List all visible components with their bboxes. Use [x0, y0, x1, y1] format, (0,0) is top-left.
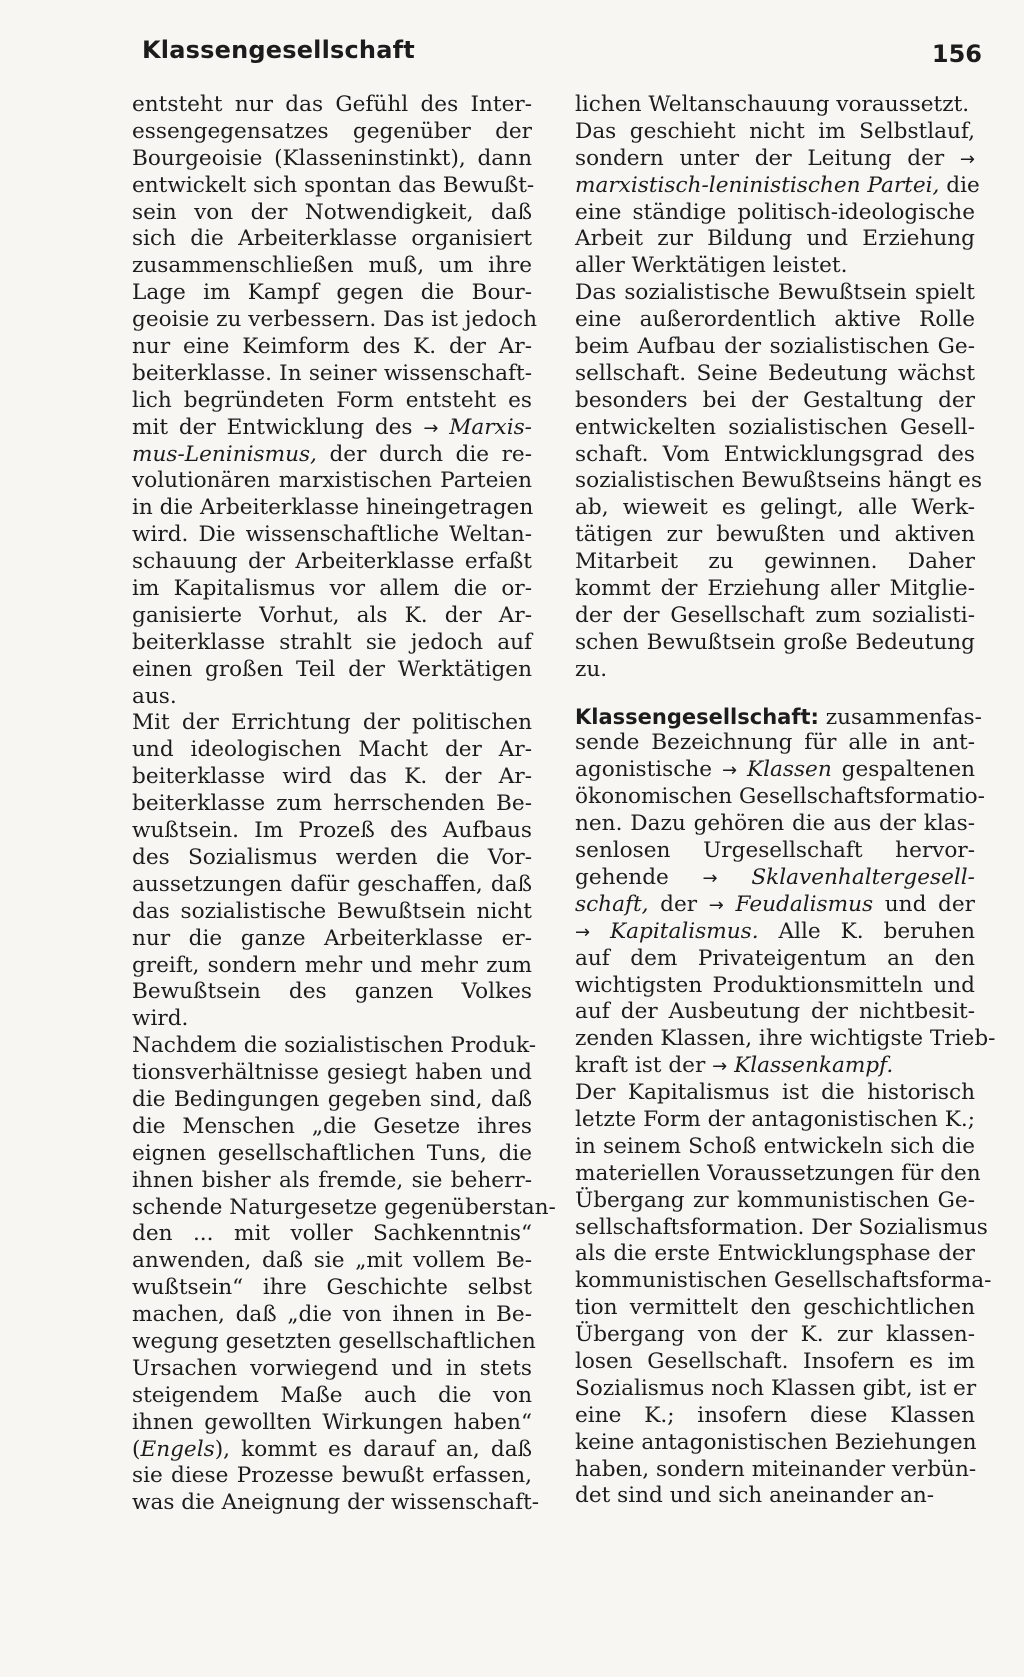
- text-line: [575, 522, 975, 549]
- text-segment: nur eine Keimform des K. der Ar-: [132, 334, 532, 360]
- text-line: [132, 280, 532, 307]
- text-line: [575, 1457, 975, 1484]
- text-segment: ökonomischen Gesellschaftsformatio-: [575, 784, 985, 810]
- text-line: [132, 361, 532, 388]
- text-line: [132, 1383, 532, 1410]
- text-segment: kommt der Erziehung aller Mitglie-: [575, 576, 975, 602]
- text-segment: aussetzungen dafür geschaffen, daß: [132, 871, 532, 897]
- text-segment: tion vermittelt den geschichtlichen: [575, 1295, 975, 1321]
- text-line: [132, 1356, 532, 1383]
- text-segment: [590, 919, 610, 944]
- text-segment: ab, wieweit es gelingt, alle Werk-: [575, 495, 975, 521]
- text-segment: wichtigsten Produktionsmitteln und: [575, 972, 975, 998]
- text-line: [575, 630, 975, 657]
- text-segment: [737, 757, 747, 782]
- text-line: [132, 92, 532, 119]
- text-segment: materiellen Voraussetzungen für den: [575, 1160, 981, 1186]
- text-segment: zenden Klassen, ihre wichtigste Trieb-: [575, 1026, 996, 1052]
- text-line: [132, 119, 532, 146]
- text-segment: in seinem Schoß entwickeln sich die: [575, 1133, 975, 1159]
- text-segment: schauung der Arbeiterklasse erfaßt: [132, 549, 532, 575]
- text-segment: nur die ganze Arbeiterklasse er-: [132, 925, 532, 951]
- text-line: [132, 979, 532, 1006]
- text-segment: keine antagonistischen Beziehungen: [575, 1429, 977, 1455]
- text-line: [132, 1275, 532, 1302]
- text-line: [132, 1087, 532, 1114]
- text-segment: der: [648, 891, 709, 917]
- text-line: [575, 946, 975, 973]
- text-line: [132, 953, 532, 980]
- text-segment: beiterklasse wird das K. der Ar-: [132, 764, 532, 790]
- text-line: [132, 442, 532, 469]
- cross-reference-term: Kapitalismus.: [610, 918, 759, 944]
- text-line: [575, 1349, 975, 1376]
- text-line: [575, 1107, 975, 1134]
- text-segment: mit der Entwicklung des: [132, 414, 424, 440]
- text-line: [132, 926, 532, 953]
- cross-reference-term: Klassen: [746, 757, 832, 783]
- text-segment: sellschaft. Seine Bedeutung wächst: [575, 360, 975, 386]
- text-line: [132, 146, 532, 173]
- cross-reference-arrow-icon: →: [575, 921, 591, 943]
- text-line: [575, 468, 983, 495]
- text-segment: sie diese Prozesse bewußt erfassen,: [132, 1463, 532, 1489]
- text-segment: die: [939, 172, 980, 198]
- text-line: [575, 757, 975, 784]
- text-line: [575, 172, 980, 200]
- text-segment: besonders bei der Gestaltung der: [575, 387, 975, 413]
- text-line: [575, 730, 975, 757]
- text-line: [575, 361, 975, 388]
- text-segment: eine ständige politisch-ideologische: [575, 199, 975, 225]
- cross-reference-term: Feudalismus: [735, 891, 874, 917]
- text-line: [575, 1403, 975, 1430]
- text-segment: nen. Dazu gehören die aus der klas-: [575, 811, 975, 837]
- text-segment: das sozialistische Bewußtsein nicht: [132, 898, 532, 924]
- text-segment: haben, sondern miteinander verbün-: [575, 1456, 977, 1482]
- text-segment: kommunistischen Gesellschaftsforma-: [575, 1268, 992, 1294]
- text-line: [132, 1437, 532, 1464]
- text-segment: machen, daß „die von ihnen in Be-: [132, 1302, 532, 1328]
- text-line: [575, 200, 975, 227]
- text-segment: als die erste Entwicklungsphase der: [575, 1241, 975, 1267]
- text-line: [575, 388, 975, 415]
- text-line: [575, 1241, 975, 1268]
- cross-reference-arrow-icon: →: [702, 867, 718, 889]
- text-line: [132, 1463, 532, 1490]
- cross-reference-term: Engels: [140, 1436, 215, 1462]
- right-column: [575, 92, 996, 1510]
- text-line: [132, 845, 532, 872]
- text-line: [575, 704, 982, 731]
- text-segment: zusammenfas-: [818, 704, 982, 730]
- text-line: [132, 1221, 532, 1248]
- text-line: [575, 549, 975, 576]
- text-line: [132, 1328, 536, 1356]
- text-segment: Übergang von der K. zur klassen-: [575, 1322, 975, 1348]
- text-segment: und ideologischen Macht der Ar-: [132, 737, 532, 763]
- text-line: [132, 1141, 532, 1168]
- text-line: [132, 1194, 556, 1222]
- text-line: [575, 838, 975, 865]
- text-segment: ihnen gewollten Wirkungen haben“: [132, 1409, 532, 1435]
- text-segment: und der: [873, 891, 975, 917]
- text-line: [132, 172, 535, 200]
- text-segment: losen Gesellschaft. Insofern es im: [575, 1348, 975, 1374]
- text-segment: [724, 892, 736, 917]
- text-segment: beiterklasse. In seiner wissenschaft-: [132, 360, 532, 386]
- text-segment: letzte Form der antagonistischen K.;: [575, 1106, 975, 1132]
- text-segment: [438, 415, 449, 440]
- text-line: [132, 468, 532, 495]
- text-line: [132, 1248, 532, 1275]
- text-segment: aller Werktätigen leistet.: [575, 253, 848, 279]
- text-segment: Mit der Errichtung der politischen: [132, 710, 532, 736]
- text-line: [575, 146, 975, 173]
- text-line: [132, 791, 532, 818]
- text-line: [132, 415, 532, 442]
- cross-reference-arrow-icon: →: [423, 417, 439, 439]
- text-line: [575, 1214, 988, 1242]
- text-line: [575, 784, 985, 811]
- text-segment: beim Aufbau der sozialistischen Ge-: [575, 334, 975, 360]
- text-line: [575, 1026, 996, 1053]
- text-segment: Das sozialistische Bewußtsein spielt: [575, 280, 975, 306]
- text-line: [575, 1376, 975, 1403]
- cross-reference-term: mus-Leninismus,: [132, 441, 317, 467]
- text-segment: greift, sondern mehr und mehr zum: [132, 952, 532, 978]
- text-segment: entwickelten sozialistischen Gesell-: [575, 414, 975, 440]
- text-line: [575, 442, 975, 469]
- text-segment: Alle K. beruhen: [758, 918, 975, 944]
- text-segment: wird. Die wissenschaftliche Weltan-: [132, 522, 532, 548]
- text-line: [575, 92, 975, 119]
- text-segment: volutionären marxistischen Parteien: [132, 468, 532, 494]
- text-line: [132, 899, 532, 926]
- text-line: [132, 1114, 532, 1141]
- text-line: [575, 119, 975, 146]
- text-segment: die Menschen „die Gesetze ihres: [132, 1113, 532, 1139]
- text-segment: auf der Ausbeutung der nichtbesit-: [575, 999, 975, 1025]
- paragraph-gap: [575, 684, 975, 704]
- text-line: [132, 1033, 537, 1060]
- text-segment: zusammenschließen muß, um ihre: [132, 253, 532, 279]
- text-segment: Übergang zur kommunistischen Ge-: [575, 1187, 975, 1213]
- text-segment: sondern unter der Leitung der: [575, 145, 960, 171]
- text-line: [575, 1430, 975, 1457]
- text-line: [575, 1188, 975, 1215]
- text-segment: einen großen Teil der Werktätigen: [132, 656, 532, 682]
- text-segment: geoisie zu verbessern. Das ist jedoch: [132, 307, 538, 333]
- text-line: [575, 280, 975, 307]
- text-line: [575, 892, 975, 919]
- text-segment: ganisierte Vorhut, als K. der Ar-: [132, 602, 532, 628]
- text-segment: der durch die re-: [316, 441, 532, 467]
- text-line: [132, 657, 532, 684]
- text-segment: ihnen bisher als fremde, sie beherr-: [132, 1167, 532, 1193]
- text-segment: essengegensatzes gegenüber der: [132, 118, 532, 144]
- text-line: [575, 973, 975, 1000]
- text-segment: det sind und sich aneinander an-: [575, 1483, 935, 1509]
- text-line: [575, 919, 975, 946]
- text-line: [132, 630, 532, 657]
- cross-reference-term: Marxis-: [449, 414, 532, 440]
- text-segment: Das geschieht nicht im Selbstlauf,: [575, 118, 975, 144]
- text-line: [132, 1302, 532, 1329]
- entry-headword: Klassengesellschaft:: [575, 704, 819, 729]
- text-segment: Lage im Kampf gegen die Bour-: [132, 280, 532, 306]
- left-column: [132, 92, 556, 1517]
- text-segment: lichen Weltanschauung voraussetzt.: [575, 92, 970, 117]
- text-segment: wußtsein. Im Prozeß des Aufbaus: [132, 818, 532, 844]
- text-line: [575, 1483, 975, 1510]
- text-segment: die Bedingungen gegeben sind, daß: [132, 1086, 532, 1112]
- text-segment: schaft. Vom Entwicklungsgrad des: [575, 441, 975, 467]
- text-segment: entwickelt sich spontan das Bewußt-: [132, 172, 535, 198]
- cross-reference-term: schaft,: [575, 891, 649, 917]
- text-segment: sozialistischen Bewußtseins hängt es: [575, 468, 983, 494]
- text-segment: eignen gesellschaftlichen Tuns, die: [132, 1140, 532, 1166]
- text-line: [575, 603, 975, 630]
- text-line: [575, 334, 975, 361]
- text-segment: Bourgeoisie (Klasseninstinkt), dann: [132, 145, 532, 171]
- text-segment: sich die Arbeiterklasse organisiert: [132, 226, 532, 252]
- text-segment: sende Bezeichnung für alle in ant-: [575, 730, 975, 756]
- text-segment: in die Arbeiterklasse hineingetragen: [132, 495, 534, 521]
- text-segment: entsteht nur das Gefühl des Inter-: [132, 92, 532, 117]
- text-line: [132, 684, 532, 711]
- text-line: [575, 1160, 981, 1188]
- text-line: [575, 1268, 992, 1295]
- text-line: [132, 334, 532, 361]
- text-segment: wußtsein“ ihre Geschichte selbst: [132, 1275, 532, 1301]
- text-segment: Nachdem die sozialistischen Produk-: [132, 1033, 537, 1059]
- text-line: [575, 495, 975, 522]
- text-line: [575, 307, 975, 334]
- text-segment: Sozialismus noch Klassen gibt, ist er: [575, 1375, 977, 1401]
- text-line: [575, 1134, 975, 1161]
- text-line: [132, 1006, 532, 1033]
- text-segment: Ursachen vorwiegend und in stets: [132, 1355, 532, 1381]
- text-line: [132, 253, 532, 280]
- cross-reference-arrow-icon: →: [708, 894, 724, 916]
- text-segment: kraft ist der: [575, 1053, 713, 1079]
- text-line: [575, 576, 975, 603]
- text-segment: tätigen zur bewußten und aktiven: [575, 522, 975, 548]
- cross-reference-arrow-icon: →: [721, 760, 738, 782]
- text-segment: gespaltenen: [831, 757, 976, 783]
- text-line: [132, 1168, 532, 1195]
- text-segment: (: [132, 1436, 141, 1462]
- text-line: [132, 1410, 532, 1437]
- text-line: [132, 872, 532, 899]
- cross-reference-arrow-icon: →: [712, 1056, 728, 1078]
- text-segment: [718, 865, 752, 890]
- text-line: [132, 495, 532, 522]
- text-segment: Mitarbeit zu gewinnen. Daher: [575, 549, 975, 575]
- text-line: [575, 1295, 975, 1322]
- text-segment: schende Naturgesetze gegenüberstan-: [132, 1194, 556, 1220]
- text-line: [132, 764, 532, 791]
- text-line: [575, 657, 975, 684]
- text-line: [575, 226, 975, 253]
- cross-reference-term: marxistisch-leninistischen Partei,: [575, 172, 940, 198]
- text-segment: wird.: [132, 1006, 189, 1032]
- text-segment: der der Gesellschaft zum sozialisti-: [575, 602, 975, 628]
- text-segment: eine außerordentlich aktive Rolle: [575, 307, 975, 333]
- text-line: [132, 737, 532, 764]
- text-segment: eine K.; insofern diese Klassen: [575, 1402, 975, 1428]
- running-head: Klassengesellschaft: [142, 36, 415, 64]
- text-line: [132, 200, 532, 227]
- text-line: [132, 388, 532, 415]
- text-line: [132, 710, 532, 737]
- text-line: [132, 1060, 532, 1087]
- text-segment: den ... mit voller Sachkenntnis“: [132, 1221, 532, 1247]
- text-segment: im Kapitalismus vor allem die or-: [132, 576, 532, 602]
- text-segment: zu.: [575, 656, 608, 682]
- text-segment: tionsverhältnisse gesiegt haben und: [132, 1060, 532, 1086]
- text-line: [132, 549, 532, 576]
- text-line: [575, 1053, 975, 1080]
- text-segment: beiterklasse strahlt sie jedoch auf: [132, 629, 532, 655]
- text-line: [575, 253, 975, 280]
- text-line: [132, 226, 532, 253]
- text-segment: steigendem Maße auch die von: [132, 1382, 532, 1408]
- cross-reference-arrow-icon: →: [959, 148, 975, 170]
- text-line: [132, 576, 532, 603]
- text-segment: senlosen Urgesellschaft hervor-: [575, 838, 975, 864]
- text-line: [575, 1322, 975, 1349]
- page-number: 156: [931, 40, 982, 68]
- text-line: [132, 307, 538, 334]
- text-segment: Arbeit zur Bildung und Erziehung: [575, 226, 975, 252]
- text-line: [575, 865, 975, 892]
- text-segment: sein von der Notwendigkeit, daß: [132, 199, 532, 225]
- text-segment: beiterklasse zum herrschenden Be-: [132, 791, 532, 817]
- text-segment: anwenden, daß sie „mit vollem Be-: [132, 1248, 532, 1274]
- text-segment: sellschaftsformation. Der Sozialismus: [575, 1214, 988, 1240]
- text-line: [575, 1080, 975, 1107]
- text-segment: ), kommt es darauf an, daß: [214, 1436, 532, 1462]
- text-segment: Bewußtsein des ganzen Volkes: [132, 979, 532, 1005]
- text-line: [575, 415, 975, 442]
- text-segment: auf dem Privateigentum an den: [575, 945, 975, 971]
- text-line: [575, 999, 975, 1026]
- text-line: [132, 1490, 540, 1517]
- text-segment: agonistische: [575, 757, 722, 783]
- text-line: [132, 522, 532, 549]
- text-segment: wegung gesetzten gesellschaftlichen: [132, 1328, 536, 1354]
- text-segment: schen Bewußtsein große Bedeutung: [575, 629, 975, 655]
- text-segment: lich begründeten Form entsteht es: [132, 387, 532, 413]
- text-line: [132, 818, 532, 845]
- text-segment: was die Aneignung der wissenschaft-: [132, 1490, 540, 1516]
- text-segment: gehende: [575, 864, 703, 890]
- text-line: [575, 811, 975, 838]
- text-segment: Der Kapitalismus ist die historisch: [575, 1080, 975, 1106]
- text-line: [132, 603, 532, 630]
- text-segment: des Sozialismus werden die Vor-: [132, 844, 532, 870]
- cross-reference-term: Klassenkampf.: [734, 1053, 894, 1079]
- cross-reference-term: Sklavenhaltergesell-: [751, 864, 975, 890]
- text-segment: aus.: [132, 683, 177, 709]
